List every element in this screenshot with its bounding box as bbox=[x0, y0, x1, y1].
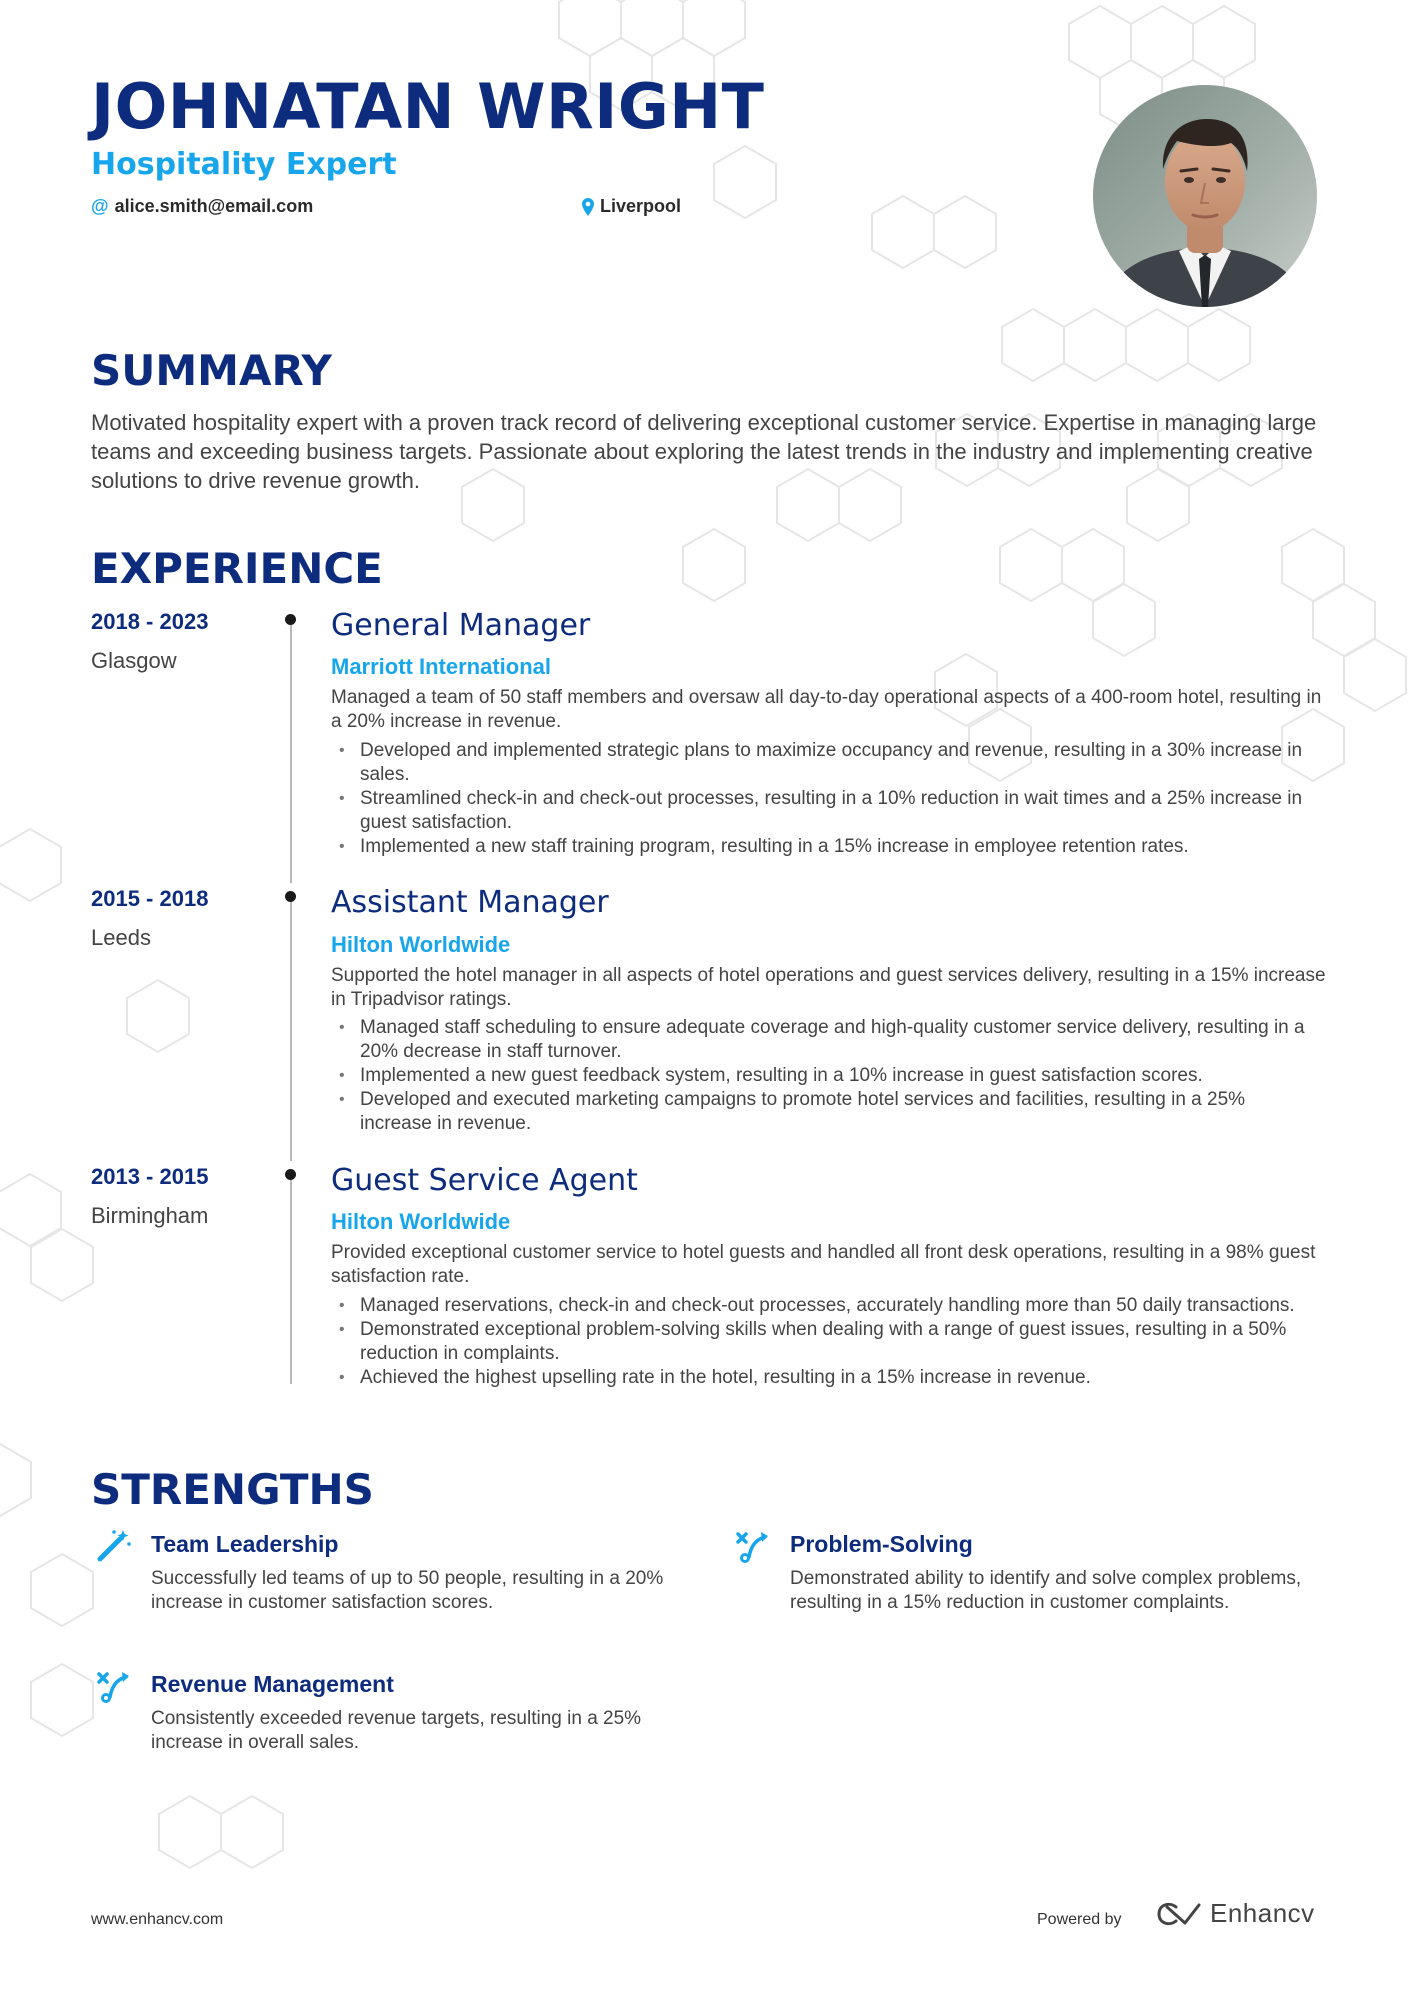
location-contact bbox=[582, 196, 681, 217]
strategy-icon bbox=[96, 1667, 132, 1703]
job-description: Provided exceptional customer service to hotel guests and handled all front desk operations, resulting in a 98% guest satisfaction rate. bbox=[331, 1242, 1316, 1287]
job-description: Managed a team of 50 staff members and oversaw all day-to-day operational aspects of a 400-room hotel, resulting in a 20% increase in revenue. bbox=[331, 687, 1322, 732]
strength-description: Consistently exceeded revenue targets, resulting in a 25% increase in overall sales. bbox=[151, 1708, 642, 1753]
magic-wand-icon bbox=[96, 1527, 132, 1563]
achievement-item: • Demonstrated exceptional problem-solving skills when dealing with a range of guest issues, resulting in a 50% reduction in complaints. bbox=[331, 1318, 1321, 1366]
strength-title: Problem-Solving bbox=[790, 1531, 973, 1557]
strength-title: Team Leadership bbox=[151, 1531, 339, 1557]
email-text: alice.smith@email.com bbox=[114, 196, 314, 216]
email-contact[interactable] bbox=[91, 196, 313, 217]
job-city: Glasgow bbox=[91, 648, 177, 673]
job-city: Birmingham bbox=[91, 1203, 209, 1228]
timeline-line bbox=[290, 1175, 292, 1384]
achievement-item: • Implemented a new guest feedback system, resulting in a 10% increase in guest satisfaction scores. bbox=[331, 1064, 1321, 1088]
job-city: Leeds bbox=[91, 925, 151, 950]
job-period: 2013 - 2015 bbox=[91, 1164, 209, 1189]
at-icon: @ bbox=[91, 196, 109, 216]
achievement-item: • Developed and executed marketing campaigns to promote hotel services and facilities, resulting in a 25% increase in revenue. bbox=[331, 1088, 1321, 1136]
achievement-item: • Managed reservations, check-in and check-out processes, accurately handling more than 50 daily transactions. bbox=[331, 1294, 1321, 1318]
location-pin-icon bbox=[582, 198, 594, 216]
strengths-heading: STRENGTHS bbox=[91, 1465, 374, 1514]
candidate-name: JOHNATAN WRIGHT bbox=[91, 70, 765, 143]
job-period: 2015 - 2018 bbox=[91, 886, 209, 911]
job-company: Hilton Worldwide bbox=[331, 932, 511, 957]
strength-description: Demonstrated ability to identify and solve complex problems, resulting in a 15% reduction in customer complaints. bbox=[790, 1568, 1302, 1613]
powered-by-label: Powered by bbox=[1037, 1911, 1122, 1928]
achievement-item: • Achieved the highest upselling rate in the hotel, resulting in a 15% increase in revenue. bbox=[331, 1366, 1321, 1390]
job-company: Marriott International bbox=[331, 654, 552, 679]
candidate-role: Hospitality Expert bbox=[91, 147, 397, 182]
strategy-icon bbox=[735, 1527, 771, 1563]
timeline-line bbox=[290, 897, 292, 1161]
achievement-item: • Streamlined check-in and check-out processes, resulting in a 10% reduction in wait times and a 25% increase in guest satisfaction. bbox=[331, 787, 1321, 835]
enhancv-brand-name: Enhancv bbox=[1210, 1898, 1315, 1928]
footer-website-link[interactable]: www.enhancv.com bbox=[91, 1911, 224, 1928]
enhancv-logo-icon bbox=[1156, 1901, 1202, 1927]
timeline-line bbox=[290, 620, 292, 883]
job-title: General Manager bbox=[331, 608, 591, 643]
timeline-dot bbox=[285, 891, 296, 902]
job-title: Assistant Manager bbox=[331, 885, 609, 920]
enhancv-brand[interactable] bbox=[1156, 1898, 1315, 1929]
job-title: Guest Service Agent bbox=[331, 1163, 638, 1198]
job-company: Hilton Worldwide bbox=[331, 1209, 511, 1234]
achievement-item: • Developed and implemented strategic plans to maximize occupancy and revenue, resulting in a 30% increase in sales. bbox=[331, 739, 1321, 787]
summary-text: Motivated hospitality expert with a proven track record of delivering exceptional customer service. Expertise in managing large teams and exceeding business targets. Passionate about exploring the latest trends in the industry and implementing creative solutions to drive revenue growth. bbox=[91, 410, 1317, 493]
summary-heading: SUMMARY bbox=[91, 346, 332, 395]
achievement-item: • Managed staff scheduling to ensure adequate coverage and high-quality customer service delivery, resulting in a 20% decrease in staff turnover. bbox=[331, 1016, 1321, 1064]
timeline-dot bbox=[285, 1169, 296, 1180]
location-text: Liverpool bbox=[600, 196, 682, 216]
profile-photo bbox=[1093, 85, 1317, 307]
strength-title: Revenue Management bbox=[151, 1671, 394, 1697]
timeline-dot bbox=[285, 614, 296, 625]
strength-description: Successfully led teams of up to 50 people, resulting in a 20% increase in customer satisfaction scores. bbox=[151, 1568, 664, 1613]
job-achievements bbox=[331, 739, 1321, 859]
job-achievements bbox=[331, 1294, 1321, 1390]
experience-heading: EXPERIENCE bbox=[91, 544, 383, 593]
job-achievements bbox=[331, 1016, 1321, 1136]
achievement-item: • Implemented a new staff training program, resulting in a 15% increase in employee retention rates. bbox=[331, 835, 1321, 859]
job-description: Supported the hotel manager in all aspects of hotel operations and guest services delivery, resulting in a 15% increase in Tripadvisor ratings. bbox=[331, 965, 1326, 1010]
job-period: 2018 - 2023 bbox=[91, 609, 209, 634]
